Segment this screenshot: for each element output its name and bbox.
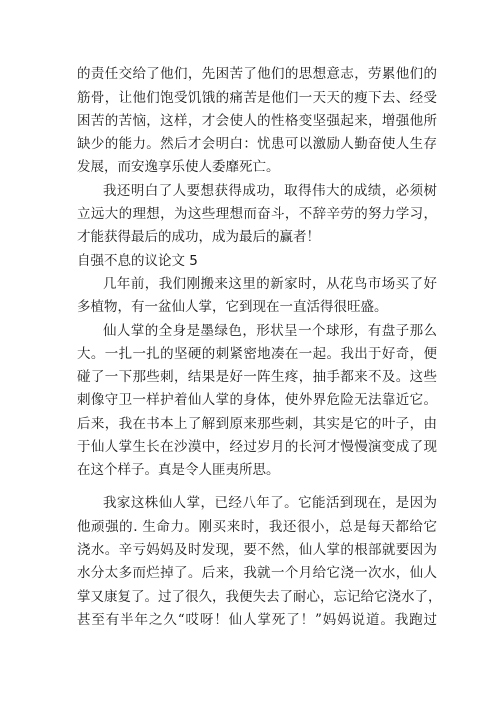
text-line: 仙人掌的全身是墨绿色，形状呈一个球形，有盘子那么 <box>103 323 437 339</box>
text-line: 困苦的苦恼，这样，才会使人的性格变坚强起来，增强他所 <box>77 113 437 129</box>
text-line: 碰了一下那些刺，结果是好一阵生疼，抽手都来不及。这些 <box>77 369 437 385</box>
text-line: 于仙人掌生长在沙漠中，经过岁月的长河才慢慢演变成了现 <box>77 439 437 455</box>
text-line: 掌又康复了。过了很久，我便失去了耐心，忘记给它浇水了， <box>77 589 442 605</box>
text-line: 后来，我在书本上了解到原来那些刺，其实是它的叶子，由 <box>77 416 437 432</box>
text-line: 他顽强的. 生命力。刚买来时，我还很小，总是每天都给它 <box>77 519 437 535</box>
text-line: 大。一扎一扎的坚硬的刺紧密地凑在一起。我出于好奇，便 <box>77 346 437 362</box>
text-line: 多植物，有一盆仙人掌，它到现在一直活得很旺盛。 <box>77 299 388 315</box>
text-line: 立远大的理想，为这些理想而奋斗，不辞辛劳的努力学习， <box>77 206 437 222</box>
text-line: 才能获得最后的成功，成为最后的赢者！ <box>77 229 320 245</box>
text-line: 甚至有半年之久“哎呀！仙人掌死了！”妈妈说道。我跑过 <box>77 612 437 628</box>
text-line: 浇水。辛亏妈妈及时发现，要不然，仙人掌的根部就要因为 <box>77 542 437 558</box>
section-heading: 自强不息的议论文 5 <box>77 253 198 269</box>
text-line: 几年前，我们刚搬来这里的新家时，从花鸟市场买了好 <box>103 276 437 292</box>
text-line: 的责任交给了他们，先困苦了他们的思想意志，劳累他们的 <box>77 66 437 82</box>
text-line: 我家这株仙人掌，已经八年了。它能活到现在，是因为 <box>103 495 437 511</box>
text-line: 刺像守卫一样护着仙人掌的身体，使外界危险无法靠近它。 <box>77 392 437 408</box>
text-line: 在这个样子。真是令人匪夷所思。 <box>77 462 280 478</box>
text-line: 缺少的能力。然后才会明白：忧患可以激励人勤奋使人生存 <box>77 136 437 152</box>
text-line: 我还明白了人要想获得成功，取得伟大的成绩，必须树 <box>103 183 437 199</box>
text-line: 筋骨，让他们饱受饥饿的痛苦是他们一天天的瘦下去、经受 <box>77 90 437 106</box>
text-line: 水分太多而烂掉了。后来，我就一个月给它浇一次水，仙人 <box>77 565 437 581</box>
text-line: 发展，而安逸享乐使人委靡死亡。 <box>77 159 280 175</box>
